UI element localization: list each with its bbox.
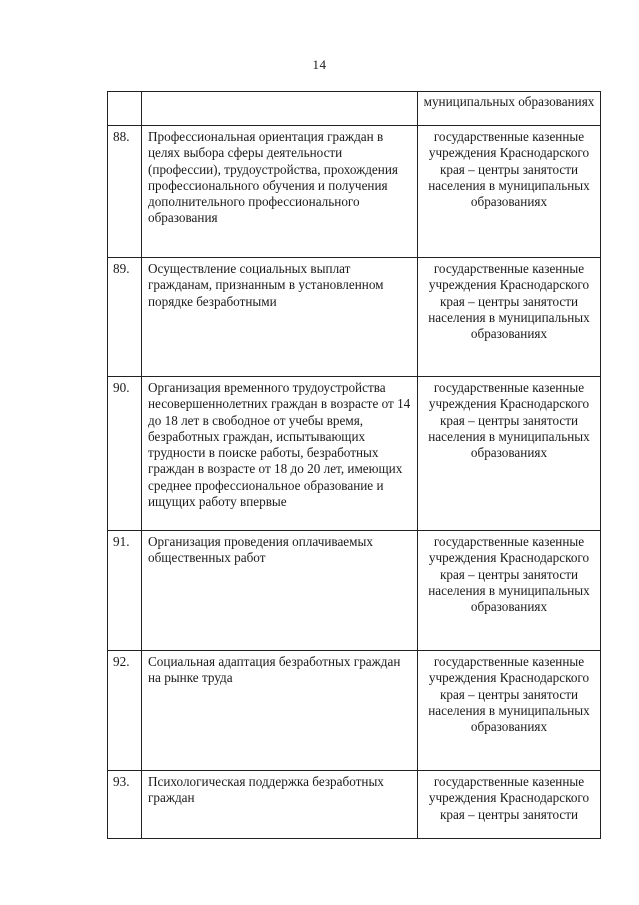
table-row [108, 771, 601, 839]
provider-cell: муниципальных образованиях [418, 92, 601, 126]
service-name-cell: Психологическая поддержка безработных граждан [142, 771, 418, 839]
table-row [108, 258, 601, 377]
service-name-cell: Профессиональная ориентация граждан в целях выбора сферы деятельности (профессии), трудоустройства, прохождения профессионального обучения и получения дополнительного профессионального образования [142, 126, 418, 258]
provider-cell: государственные казенные учреждения Краснодарского края – центры занятости населения в муниципальных образованиях [418, 258, 601, 377]
service-name-cell: Социальная адаптация безработных граждан на рынке труда [142, 651, 418, 771]
service-name-cell: Организация проведения оплачиваемых общественных работ [142, 531, 418, 651]
page-number: 14 [312, 57, 327, 72]
services-table [107, 91, 601, 839]
service-name-cell: Организация временного трудоустройства несовершеннолетних граждан в возрасте от 14 до 18 лет в свободное от учебы время, безработных граждан, испытывающих трудности в поиске работы, безработных граждан в возрасте от 18 до 20 лет, имеющих среднее профессиональное образование и ищущих работу впервые [142, 377, 418, 531]
table-row [108, 651, 601, 771]
row-number-cell: 93. [108, 771, 142, 839]
provider-cell: государственные казенные учреждения Краснодарского края – центры занятости населения в муниципальных образованиях [418, 531, 601, 651]
row-number-cell: 89. [108, 258, 142, 377]
table-row [108, 531, 601, 651]
provider-cell: государственные казенные учреждения Краснодарского края – центры занятости населения в муниципальных образованиях [418, 126, 601, 258]
row-number-cell [108, 92, 142, 126]
service-name-cell [142, 92, 418, 126]
row-number-cell: 88. [108, 126, 142, 258]
row-number-cell: 90. [108, 377, 142, 531]
table-row [108, 377, 601, 531]
provider-cell: государственные казенные учреждения Краснодарского края – центры занятости населения в муниципальных образованиях [418, 651, 601, 771]
table-row [108, 92, 601, 126]
provider-cell: государственные казенные учреждения Краснодарского края – центры занятости [418, 771, 601, 839]
table-row [108, 126, 601, 258]
service-name-cell: Осуществление социальных выплат гражданам, признанным в установленном порядке безработными [142, 258, 418, 377]
row-number-cell: 92. [108, 651, 142, 771]
row-number-cell: 91. [108, 531, 142, 651]
provider-cell: государственные казенные учреждения Краснодарского края – центры занятости населения в муниципальных образованиях [418, 377, 601, 531]
